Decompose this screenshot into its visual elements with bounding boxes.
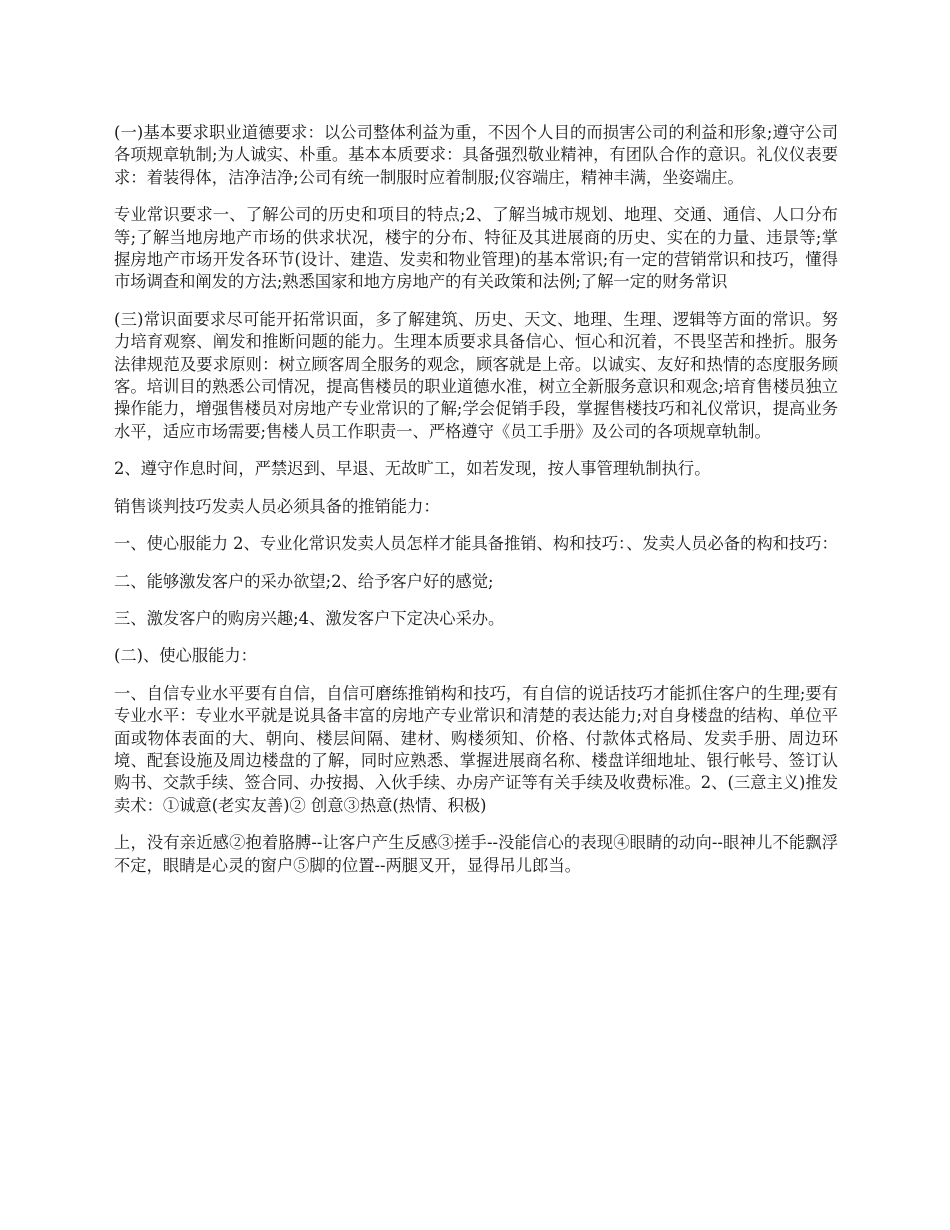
paragraph-sales-ability-heading: 销售谈判技巧发卖人员必须具备的推销能力：	[114, 496, 440, 516]
paragraph-persuasion-ability: 一、使心服能力 2、专业化常识发卖人员怎样才能具备推销、构和技巧：、发卖人员必备的构和技巧：	[114, 534, 838, 554]
paragraph-purchase-interest: 三、激发客户的购房兴趣;4、激发客户下定决心采办。	[114, 608, 505, 628]
paragraph-persuasion-heading: (二)、使心服能力：	[114, 646, 257, 666]
paragraph-general-knowledge: (三)常识面要求尽可能开拓常识面，多了解建筑、历史、天文、地理、生理、逻辑等方面的常识。努力培育观察、阐发和推断问题的能力。生理本质要求具备信心、恒心和沉着，不畏坚苦和挫折。服务法律规范及要求原则：树立顾客周全服务的观念，顾客就是上帝。以诚实、友好和热情的态度服务顾客。培训目的熟悉公司情况，提高售楼员的职业道德水准，树立全新服务意识和观念;培育售楼员独立操作能力，增强售楼员对房地产专业常识的了解;学会促销手段，掌握售楼技巧和礼仪常识，提高业务水平，适应市场需要;售楼人员工作职责一、严格遵守《员工手册》及公司的各项规章轨制。	[114, 309, 838, 441]
paragraph-body-language: 上，没有亲近感②抱着胳膊--让客户产生反感③搓手--没能信心的表现④眼睛的动向--眼神儿不能飘浮不定，眼睛是心灵的窗户⑤脚的位置--两腿叉开，显得吊儿郎当。	[114, 833, 838, 875]
paragraph-professional-knowledge: 专业常识要求一、了解公司的历史和项目的特点;2、了解当城市规划、地理、交通、通信、人口分布等;了解当地房地产市场的供求状况，楼宇的分布、特征及其进展商的历史、实在的力量、违景等;掌握房地产市场开发各环节(设计、建造、发卖和物业管理)的基本常识;有一定的营销常识和技巧，懂得市场调查和阐发的方法;熟悉国家和地方房地产的有关政策和法例;了解一定的财务常识	[114, 205, 838, 292]
paragraph-work-hours: 2、遵守作息时间，严禁迟到、早退、无故旷工，如若发现，按人事管理轨制执行。	[114, 459, 711, 479]
document-body	[114, 122, 838, 892]
paragraph-confidence-expertise: 一、自信专业水平要有自信，自信可磨练推销构和技巧，有自信的说话技巧才能抓住客户的生理;要有专业水平：专业水平就是说具备丰富的房地产专业常识和清楚的表达能力;对自身楼盘的结构、单位平面或物体表面的大、朝向、楼层间隔、建材、购楼须知、价格、付款体式格局、发卖手册、周边环境、配套设施及周边楼盘的了解，同时应熟悉、掌握进展商名称、楼盘详细地址、银行帐号、签订认购书、交款手续、签合同、办按揭、入伙手续、办房产证等有关手续及收费标准。2、(三意主义)推发卖术：①诚意(老实友善)② 创意③热意(热情、积极)	[114, 683, 838, 815]
paragraph-basic-requirements: (一)基本要求职业道德要求：以公司整体利益为重，不因个人目的而损害公司的利益和形象;遵守公司各项规章轨制;为人诚实、朴重。基本本质要求：具备强烈敬业精神，有团队合作的意识。礼仪仪表要求：着装得体，洁净洁净;公司有统一制服时应着制服;仪容端庄，精神丰满，坐姿端庄。	[114, 123, 838, 187]
paragraph-purchase-desire: 二、能够激发客户的采办欲望;2、给予客户好的感觉;	[114, 571, 494, 591]
